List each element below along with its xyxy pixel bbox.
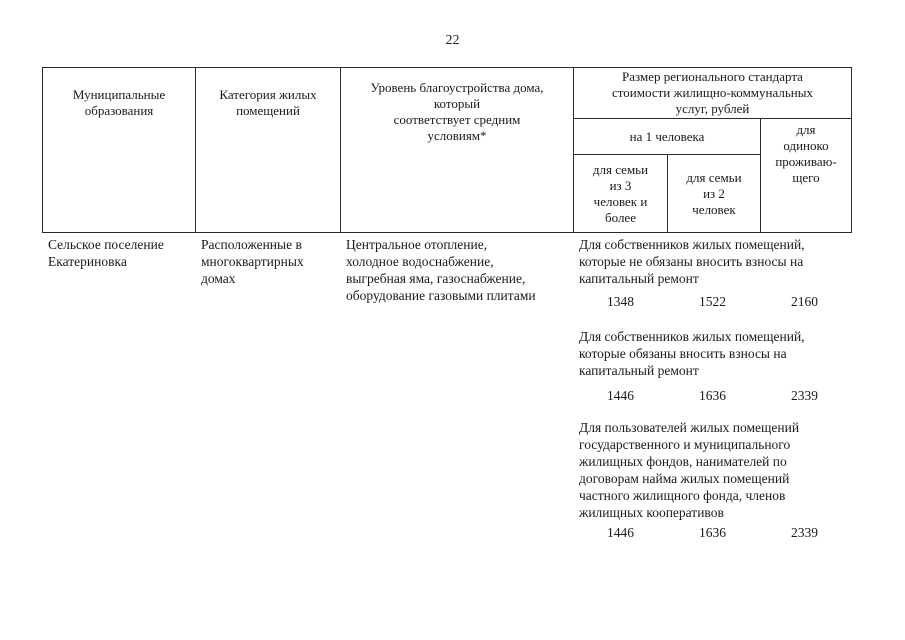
group-2-label: Для собственников жилых помещений, которые обязаны вносить взносы на капитальный ремонт bbox=[579, 329, 805, 378]
page-number: 22 bbox=[445, 33, 460, 48]
header-per-person bbox=[574, 119, 760, 154]
group-3-family3: 1446 bbox=[607, 525, 634, 540]
header-single bbox=[761, 119, 851, 189]
row-category: Расположенные в многоквартирных домах bbox=[201, 237, 304, 286]
header-standard-size bbox=[574, 68, 851, 118]
header-municipality bbox=[43, 68, 195, 138]
header-family2 bbox=[668, 155, 760, 232]
group-3-family2: 1636 bbox=[699, 525, 726, 540]
col-border-7 bbox=[851, 67, 852, 233]
header-comfort-level-label: Уровень благоустройства дома, который соответствует средним условиям* bbox=[370, 80, 544, 143]
group-2-family2: 1636 bbox=[699, 388, 726, 403]
row-municipality: Сельское поселение Екатериновка bbox=[48, 237, 164, 269]
group-2-single: 2339 bbox=[791, 388, 818, 403]
header-family3 bbox=[574, 155, 667, 232]
header-category-label: Категория жилых помещений bbox=[219, 87, 317, 118]
group-1-family3: 1348 bbox=[607, 294, 634, 309]
header-comfort-level bbox=[341, 80, 573, 160]
header-per-person-label: на 1 человека bbox=[629, 128, 705, 144]
group-1-family2: 1522 bbox=[699, 294, 726, 309]
header-category bbox=[196, 68, 340, 138]
group-3-label: Для пользователей жилых помещений государственного и муниципального жилищных фондов, нанимателей по договорам найма жилых помещений частного жилищного фонда, членов жилищных кооперативов bbox=[579, 420, 800, 520]
group-1-label: Для собственников жилых помещений, которые не обязаны вносить взносы на капитальный ремонт bbox=[579, 237, 805, 286]
header-standard-size-label: Размер регионального стандарта стоимости жилищно-коммунальных услуг, рублей bbox=[612, 69, 813, 116]
header-family2-label: для семьи из 2 человек bbox=[686, 169, 742, 217]
header-family3-label: для семьи из 3 человек и более bbox=[592, 161, 649, 225]
header-municipality-label: Муниципальные образования bbox=[72, 87, 166, 118]
row-comfort-level: Центральное отопление, холодное водоснабжение, выгребная яма, газоснабжение, оборудование газовыми плитами bbox=[346, 237, 536, 303]
group-2-family3: 1446 bbox=[607, 388, 634, 403]
header-bottom-border bbox=[42, 232, 852, 233]
header-single-label: для одиноко проживаю- щего bbox=[775, 122, 837, 185]
group-3-single: 2339 bbox=[791, 525, 818, 540]
group-1-single: 2160 bbox=[791, 294, 818, 309]
